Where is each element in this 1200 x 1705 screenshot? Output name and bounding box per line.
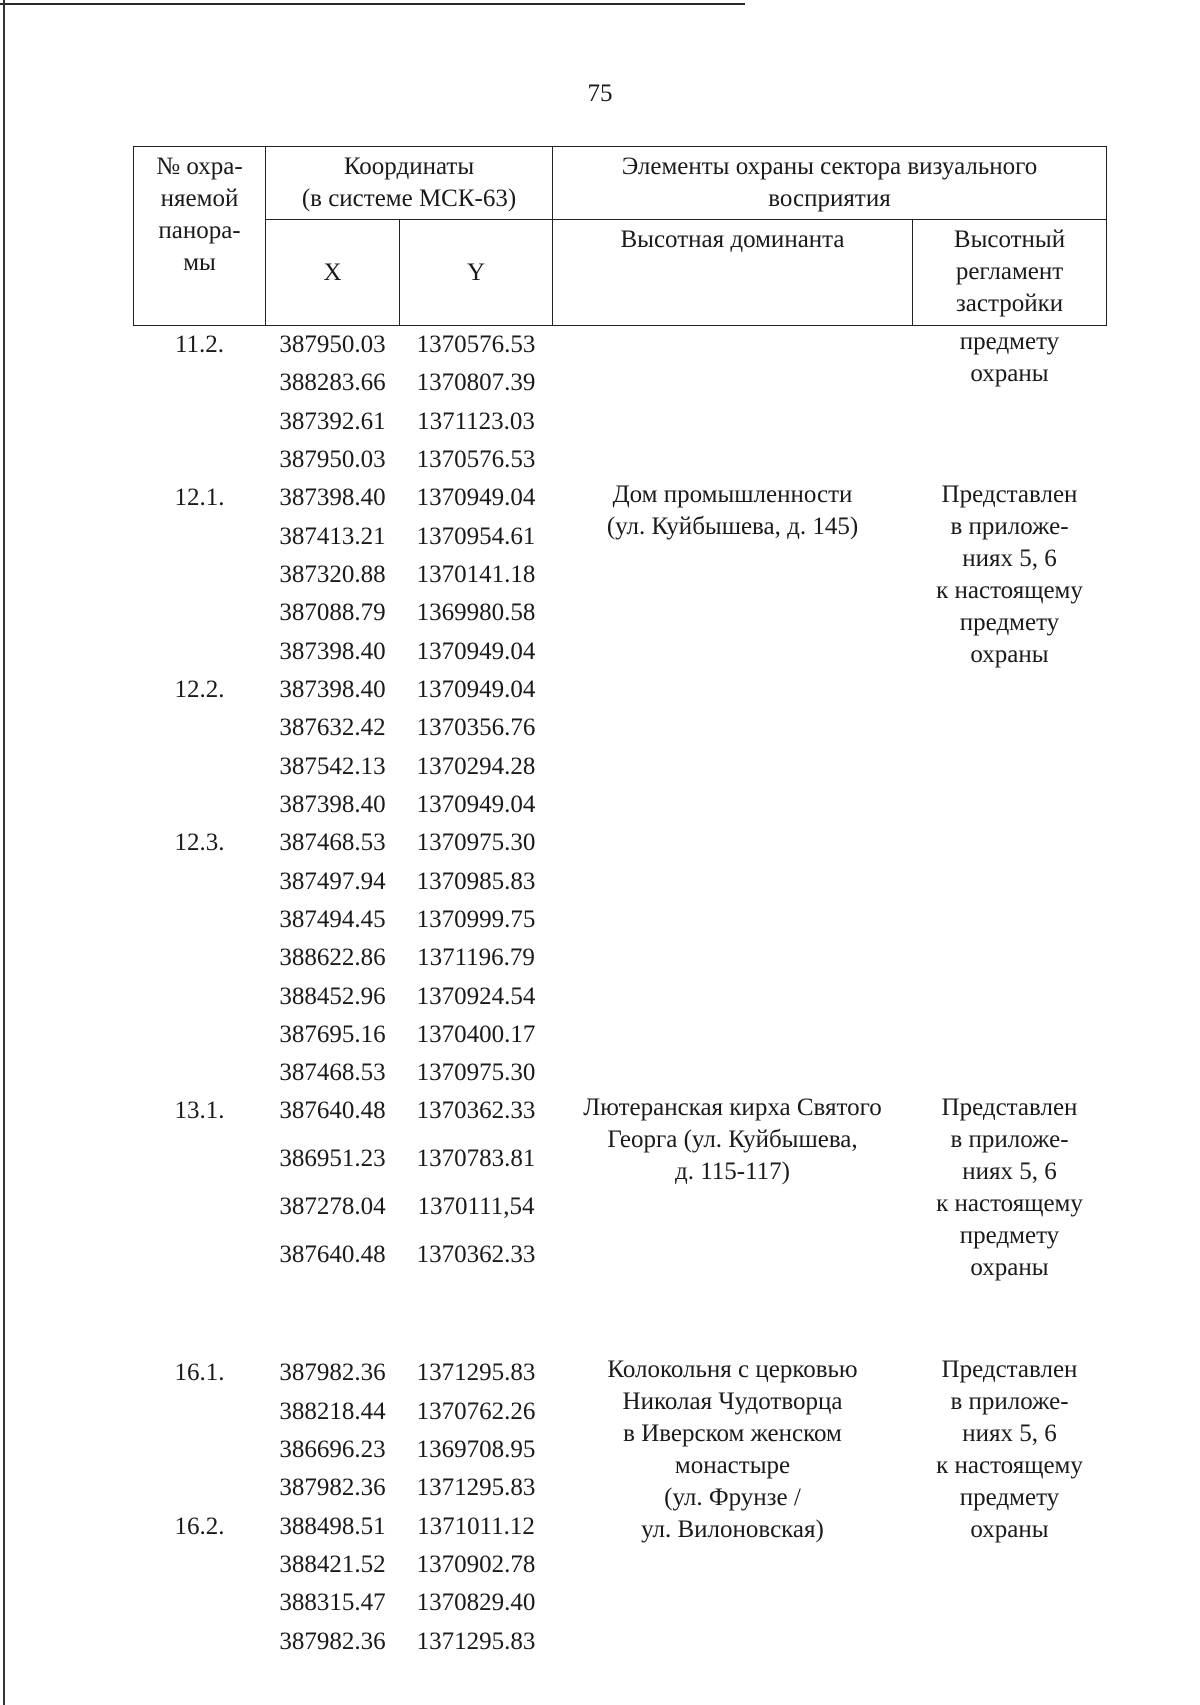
coordinate-x: 387542.13 [279, 752, 386, 780]
coordinate-x: 388315.47 [279, 1589, 386, 1617]
coordinate-y: 1370783.81 [416, 1145, 536, 1173]
coordinate-x: 386696.23 [279, 1436, 386, 1464]
coordinate-x: 388283.66 [279, 369, 386, 397]
table-body [134, 326, 1107, 1661]
panorama-number [134, 1054, 266, 1092]
panorama-number [134, 1546, 266, 1584]
panorama-number [134, 1188, 266, 1236]
table-row [134, 479, 1107, 517]
height-regulation: Представлен в приложе- ниях 5, 6 к настоящему предмету охраны [936, 1356, 1083, 1544]
coordinate-x: 387398.40 [279, 791, 386, 819]
protected-panoramas-table [133, 146, 1107, 1661]
coordinate-x: 387982.36 [279, 1359, 386, 1387]
panorama-number: 12.1. [174, 484, 225, 512]
panorama-number [134, 1469, 266, 1507]
panorama-number [134, 594, 266, 632]
height-regulation: Представлен в приложе- ниях 5, 6 к настоящему предмету охраны [936, 1094, 1083, 1282]
coordinate-y: 1370141.18 [416, 560, 536, 588]
header-x: X [266, 220, 400, 326]
scan-border-left [3, 0, 5, 1705]
coordinate-x: 387640.48 [279, 1241, 386, 1269]
coordinate-y: 1370356.76 [416, 714, 536, 742]
table-row [134, 824, 1107, 862]
header-coordinates: Координаты (в системе МСК-63) [266, 147, 553, 220]
coordinate-y: 1370294.28 [416, 752, 536, 780]
panorama-number: 16.2. [174, 1512, 225, 1540]
panorama-number [134, 1016, 266, 1054]
header-height-regulation: Высотный регламент застройки [913, 220, 1107, 326]
coordinate-y: 1370902.78 [416, 1550, 536, 1578]
coordinate-y: 1370975.30 [416, 829, 536, 857]
panorama-number [134, 978, 266, 1016]
panorama-number [134, 518, 266, 556]
panorama-number: 16.1. [174, 1359, 225, 1387]
spacer-cell [134, 1284, 553, 1354]
coordinate-y: 1370949.04 [416, 676, 536, 704]
coordinate-y: 1370576.53 [416, 445, 536, 473]
coordinate-y: 1370829.40 [416, 1589, 536, 1617]
panorama-number [134, 1431, 266, 1469]
scan-border-top [0, 3, 745, 5]
coordinate-x: 388218.44 [279, 1397, 386, 1425]
coordinate-y: 1370111,54 [417, 1193, 535, 1221]
page-number: 75 [587, 80, 613, 107]
panorama-number [134, 709, 266, 747]
coordinate-y: 1370954.61 [416, 522, 536, 550]
panorama-number [134, 901, 266, 939]
panorama-number [134, 556, 266, 594]
coordinate-x: 387982.36 [279, 1627, 386, 1655]
coordinate-x: 387278.04 [279, 1193, 386, 1221]
coordinate-y: 1370762.26 [416, 1397, 536, 1425]
coordinate-y: 1370949.04 [416, 791, 536, 819]
coordinate-x: 388452.96 [279, 982, 386, 1010]
coordinate-x: 387950.03 [279, 331, 386, 358]
table-header [134, 147, 1107, 326]
panorama-number [134, 863, 266, 901]
coordinate-y: 1371295.83 [416, 1474, 536, 1502]
table-row [134, 1092, 1107, 1140]
coordinate-y: 1370924.54 [416, 982, 536, 1010]
coordinate-x: 388622.86 [279, 944, 386, 972]
coordinate-x: 388498.51 [279, 1512, 386, 1540]
panorama-number [134, 1623, 266, 1661]
coordinate-x: 386951.23 [279, 1145, 386, 1173]
panorama-number [134, 633, 266, 671]
panorama-number [134, 403, 266, 441]
coordinate-y: 1370362.33 [416, 1241, 536, 1269]
coordinate-x: 387398.40 [279, 484, 386, 512]
coordinate-x: 387982.36 [279, 1474, 386, 1502]
coordinate-y: 1370576.53 [416, 331, 536, 358]
panorama-number: 12.3. [174, 829, 225, 857]
coordinate-x: 387392.61 [279, 407, 386, 435]
coordinate-y: 1370362.33 [416, 1097, 536, 1125]
panorama-number: 12.2. [174, 676, 225, 704]
table-row [134, 326, 1107, 365]
coordinate-y: 1370949.04 [416, 637, 536, 665]
row-spacer [134, 1284, 1107, 1354]
coordinate-x: 387468.53 [279, 829, 386, 857]
panorama-number [134, 1393, 266, 1431]
coordinate-x: 387398.40 [279, 637, 386, 665]
coordinate-x: 387950.03 [279, 445, 386, 473]
coordinate-x: 387494.45 [279, 905, 386, 933]
coordinate-x: 387632.42 [279, 714, 386, 742]
height-dominant [553, 824, 913, 1092]
height-regulation: Представлен в приложе- ниях 5, 6 к настоящему предмету охраны [936, 481, 1083, 669]
coordinate-x: 388421.52 [279, 1550, 386, 1578]
coordinate-x: 387640.48 [279, 1097, 386, 1125]
header-protection-elements: Элементы охраны сектора визуального восприятия [553, 147, 1107, 220]
panorama-number: 11.2. [174, 331, 225, 358]
coordinate-y: 1369980.58 [416, 599, 536, 627]
height-dominant: Колокольня с церковью Николая Чудотворца в Иверском женском монастыре (ул. Фрунзе / ул. Вилоновская) [607, 1356, 858, 1544]
coordinate-x: 387468.53 [279, 1059, 386, 1087]
coordinate-y: 1370807.39 [416, 369, 536, 397]
height-dominant [553, 326, 913, 480]
panorama-number [134, 939, 266, 977]
coordinate-y: 1369708.95 [416, 1436, 536, 1464]
coordinate-y: 1370985.83 [416, 867, 536, 895]
coordinate-x: 387413.21 [279, 522, 386, 550]
coordinate-y: 1371295.83 [416, 1359, 536, 1387]
header-panorama-number: № охра- няемой панора- мы [134, 147, 266, 326]
coordinate-y: 1370949.04 [416, 484, 536, 512]
table-row [134, 671, 1107, 709]
panorama-number: 13.1. [174, 1097, 225, 1125]
panorama-number [134, 748, 266, 786]
coordinate-y: 1370975.30 [416, 1059, 536, 1087]
coordinate-x: 387695.16 [279, 1020, 386, 1048]
coordinate-y: 1371011.12 [417, 1512, 535, 1540]
height-dominant: Дом промышленности (ул. Куйбышева, д. 145) [606, 481, 859, 541]
panorama-number [134, 1236, 266, 1284]
coordinate-y: 1371123.03 [417, 407, 535, 435]
panorama-number [134, 1584, 266, 1622]
panorama-number [134, 786, 266, 824]
table-row [134, 1354, 1107, 1392]
coordinate-x: 387088.79 [279, 599, 386, 627]
coordinate-y: 1371196.79 [417, 944, 535, 972]
coordinate-x: 387398.40 [279, 676, 386, 704]
height-dominant: Лютеранская кирха Святого Георга (ул. Куйбышева, д. 115-117) [583, 1094, 882, 1186]
panorama-number [134, 364, 266, 402]
coordinate-y: 1371295.83 [416, 1627, 536, 1655]
coordinate-y: 1370400.17 [416, 1020, 536, 1048]
header-y: Y [400, 220, 553, 326]
height-regulation [913, 824, 1107, 1092]
coordinate-x: 387320.88 [279, 560, 386, 588]
panorama-number [134, 441, 266, 479]
height-dominant [553, 671, 913, 824]
height-regulation [913, 671, 1107, 824]
coordinate-y: 1370999.75 [416, 905, 536, 933]
coordinate-x: 387497.94 [279, 867, 386, 895]
height-regulation: предмету охраны [959, 328, 1060, 387]
panorama-number [134, 1140, 266, 1188]
header-height-dominant: Высотная доминанта [553, 220, 913, 326]
